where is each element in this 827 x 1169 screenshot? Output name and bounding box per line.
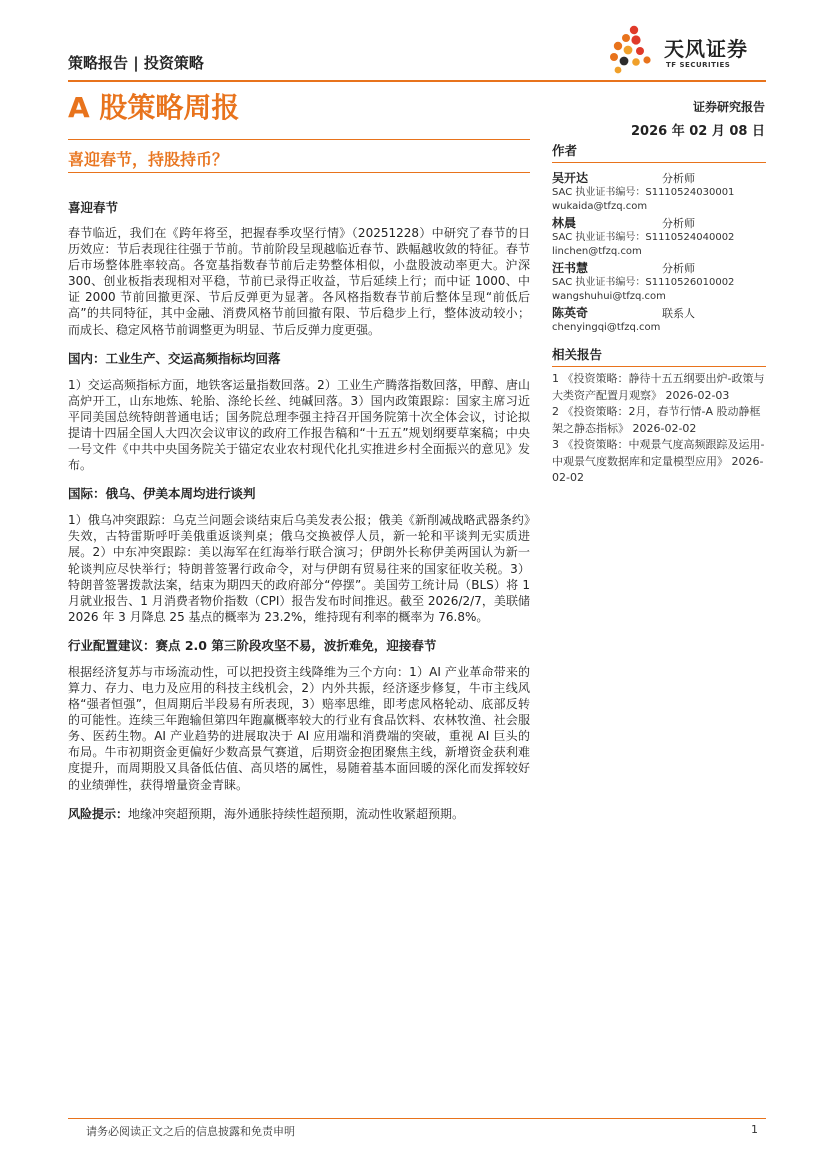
logo-mark-icon <box>606 24 662 74</box>
section-holiday <box>68 200 530 338</box>
footer-disclaimer: 请务必阅读正文之后的信息披露和免责申明 <box>86 1125 295 1138</box>
report-date: 2026 年 02 月 08 日 <box>631 124 765 139</box>
related-heading: 相关报告 <box>552 347 603 362</box>
author-email[interactable]: wukaida@tfzq.com <box>552 201 648 212</box>
author-entry <box>552 261 766 304</box>
author-email[interactable]: wangshuhui@tfzq.com <box>552 291 666 302</box>
section-body: 1）俄乌冲突跟踪：乌克兰问题会谈结束后乌美发表公报；俄美《新削减战略武器条约》失效，古特雷斯呼吁美俄重返谈判桌；俄乌交换被俘人员，新一轮和平谈判无实质进展。2）中东冲突跟踪：美以海军在红海举行联合演习；伊朗外长称伊美两国认为新一轮谈判应尽快举行；特朗普签署行政命令，对与伊朗有贸易往来的国家征收关税。3）特朗普签署拨款法案，结束为期四天的政府部分“停摆”。美国劳工统计局（BLS）将 1 月就业报告、1 月消费者物价指数（CPI）报告发布时间推迟。截至 2026/2/7，美联储 2026 年 3 月降息 25 基点的概率为 23.2%，维持现有利率的概率为 76.8%。 <box>68 513 530 624</box>
author-cert: SAC 执业证书编号：S1110526010002 <box>552 277 735 288</box>
author-name: 汪书慧 <box>552 261 589 275</box>
section-body: 1）交运高频指标方面，地铁客运量指数回落。2）工业生产腾落指数回落，甲醇、唐山高炉开工，山东地炼、轮胎、涤纶长丝、纯碱回落。3）国内政策跟踪：国家主席习近平同美国总统特朗普通电话；国务院总理李强主持召开国务院第十次全体会议，讨论拟提请十四届全国人大四次会议审议的政府工作报告稿和“十五五”规划纲要草案稿；中央一号文件《中共中央国务院关于锚定农业农村现代化扎实推进乡村全面振兴的意见》发布。 <box>68 377 530 473</box>
section-heading: 国际：俄乌、伊美本周均进行谈判 <box>68 486 256 502</box>
author-role: 分析师 <box>662 217 695 230</box>
author-cert: SAC 执业证书编号：S1110524040002 <box>552 232 735 243</box>
subtitle-rule-top <box>68 139 530 140</box>
related-reports-panel <box>552 345 766 487</box>
main-content <box>68 200 530 835</box>
author-entry <box>552 216 766 259</box>
risk-notice <box>68 806 530 822</box>
author-role: 联系人 <box>662 307 695 320</box>
section-heading: 喜迎春节 <box>68 200 119 215</box>
page-title: A 股策略周报 <box>68 91 240 124</box>
company-logo <box>606 24 766 74</box>
author-email[interactable]: linchen@tfzq.com <box>552 246 642 257</box>
authors-rule <box>552 162 766 163</box>
author-name: 陈英奇 <box>552 306 589 320</box>
section-international <box>68 486 530 625</box>
author-email[interactable]: chenyingqi@tfzq.com <box>552 322 661 333</box>
author-name: 林晨 <box>552 216 577 230</box>
author-entry <box>552 171 766 214</box>
section-body: 根据经济复苏与市场流动性，可以把投资主线降维为三个方向：1）AI 产业革命带来的算力、存力、电力及应用的科技主线机会，2）内外共振，经济逐步修复，牛市主线风格“强者恒强”，但周期后半段易有所表现，3）赔率思维，即考虑风格轮动、底部反转的可能性。连续三年跑输但第四年跑赢概率较大的行业有食品饮料、农林牧渔、社会服务、医药生物。AI 产业趋势的进展取决于 AI 应用端和消费端的突破，重视 AI 巨头的布局。牛市初期资金更偏好少数高景气赛道，后期资金抱团聚焦主线，新增资金获利难度提升，而周期股又具备低估值、高贝塔的属性，易随着基本面回暖的深化而发挥较好的业绩弹性，获得增量资金青睐。 <box>68 664 530 792</box>
section-domestic <box>68 351 530 474</box>
risk-text: 地缘冲突超预期，海外通胀持续性超预期，流动性收紧超预期。 <box>128 806 465 821</box>
related-report-link[interactable]: 1 《投资策略：静待十五五纲要出炉-政策与大类资产配置月观察》 2026-02-03 <box>552 372 765 402</box>
section-heading: 国内：工业生产、交运高频指标均回落 <box>68 350 281 366</box>
report-subtitle: 喜迎春节，持股持币？ <box>68 150 229 169</box>
author-cert: SAC 执业证书编号：S1110524030001 <box>552 187 735 198</box>
footer-rule <box>68 1118 766 1119</box>
related-rule <box>552 366 766 367</box>
page-number: 1 <box>751 1123 758 1136</box>
report-type: 证券研究报告 <box>692 100 765 114</box>
section-heading: 行业配置建议：赛点 2.0 第三阶段攻坚不易，波折难免，迎接春节 <box>68 637 437 653</box>
risk-label: 风险提示： <box>68 806 129 821</box>
section-industry <box>68 638 530 793</box>
author-name: 吴开达 <box>552 171 589 185</box>
section-body: 春节临近，我们在《跨年将至，把握春季攻坚行情》（20251228）中研究了春节的日历效应：节后表现往往强于节前。节前阶段呈现越临近春节、跌幅越收敛的特征。春节后市场整体胜率较高。各宽基指数春节前后走势整体相似，小盘股波动率更大。沪深 300、创业板指表现相对平稳，节前已录得正收益，节后延续上行；而中证 1000、中证 2000 节前回撤更深、节后反弹更为显著。各风格指数春节前后整体呈现“前低后高”的共同特征，其中金融、消费风格节前回撤有限、节后稳步上行，整体波动较小；而成长、稳定风格节前调整更为明显、节后反弹力度更强。 <box>68 226 530 337</box>
report-category: 策略报告 | 投资策略 <box>68 54 204 72</box>
header-rule <box>68 80 766 82</box>
author-role: 分析师 <box>662 172 695 185</box>
logo-text-en: TF SECURITIES <box>666 61 731 69</box>
related-report-link[interactable]: 3 《投资策略：中观景气度高频跟踪及运用-中观景气度数据库和定量模型应用》 2026-02-02 <box>552 438 765 484</box>
author-role: 分析师 <box>662 262 695 275</box>
subtitle-rule-bottom <box>68 172 530 173</box>
related-report-link[interactable]: 2 《投资策略：2月，春节行情-A 股动静框架之静态指标》 2026-02-02 <box>552 405 761 435</box>
author-entry <box>552 306 766 335</box>
logo-text-cn: 天风证券 <box>664 37 748 61</box>
authors-panel <box>552 141 766 337</box>
authors-heading: 作者 <box>552 143 578 158</box>
